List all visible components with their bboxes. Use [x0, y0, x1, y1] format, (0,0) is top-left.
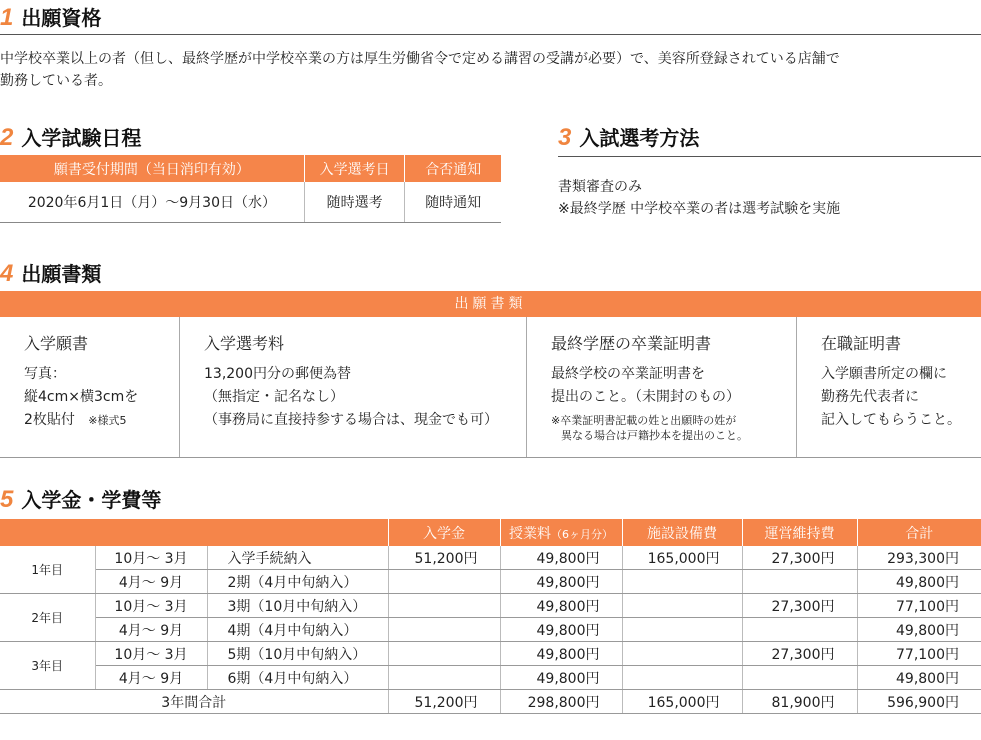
document-line: 勤務先代表者に — [821, 389, 919, 405]
installment-cell: 3期（10月中旬納入） — [207, 594, 388, 618]
facility-fee-cell — [622, 570, 742, 594]
total-cell: 77,100円 — [857, 642, 981, 666]
tuition-header-note: （6ヶ月分） — [551, 527, 613, 541]
document-title: 在職証明書 — [821, 334, 902, 353]
facility-fee-cell — [622, 666, 742, 690]
application-documents-box — [0, 291, 981, 458]
document-line: 提出のこと。（未開封のもの） — [551, 389, 740, 405]
section-title: 出願書類 — [21, 262, 102, 286]
table-cell: 2020年6月1日（月）〜9月30日（水） — [0, 182, 304, 223]
operation-fee-cell — [742, 666, 857, 690]
section-title: 入試選考方法 — [579, 126, 700, 150]
total-cell: 49,800円 — [857, 618, 981, 642]
year-cell: 1年目 — [0, 546, 95, 594]
table-row — [0, 666, 981, 690]
section-number: 2 — [0, 124, 14, 151]
total-cell: 77,100円 — [857, 594, 981, 618]
table-row — [0, 546, 981, 570]
document-line: 13,200円分の郵便為替 — [204, 366, 351, 382]
divider — [558, 156, 981, 157]
document-note: 異なる場合は戸籍抄本を提出のこと。 — [561, 429, 748, 442]
table-row — [0, 642, 981, 666]
facility-fee-cell: 165,000円 — [622, 690, 742, 714]
facility-fee-cell — [622, 618, 742, 642]
document-employment-certificate — [797, 317, 981, 457]
document-title: 入学願書 — [24, 334, 89, 353]
operation-fee-cell — [742, 618, 857, 642]
section-number: 4 — [0, 260, 14, 287]
exam-schedule-table — [0, 155, 501, 223]
table-header — [500, 519, 622, 546]
documents-columns — [0, 317, 981, 458]
table-row — [0, 618, 981, 642]
period-cell: 4月〜 9月 — [95, 618, 207, 642]
table-row — [0, 594, 981, 618]
section-4-heading — [0, 258, 101, 288]
tuition-cell: 49,800円 — [500, 546, 622, 570]
operation-fee-cell: 27,300円 — [742, 594, 857, 618]
document-line — [24, 409, 179, 432]
document-line: （事務局に直接持参する場合は、現金でも可） — [204, 412, 498, 428]
document-title: 入学選考料 — [204, 334, 285, 353]
table-header: 運営維持費 — [742, 519, 857, 546]
document-note: ※卒業証明書記載の姓と出願時の姓が — [551, 414, 737, 427]
installment-cell: 4期（4月中旬納入） — [207, 618, 388, 642]
period-cell: 10月〜 3月 — [95, 594, 207, 618]
year-cell: 3年目 — [0, 642, 95, 690]
table-cell: 随時通知 — [405, 182, 501, 223]
tuition-cell: 49,800円 — [500, 594, 622, 618]
document-line: （無指定・記名なし） — [204, 389, 344, 405]
period-cell: 10月〜 3月 — [95, 642, 207, 666]
grand-total-row — [0, 690, 981, 714]
eligibility-line-2: 勤務している者。 — [0, 73, 112, 89]
tuition-cell: 49,800円 — [500, 570, 622, 594]
document-graduation-certificate — [527, 317, 797, 457]
entrance-fee-cell — [388, 642, 500, 666]
installment-cell: 6期（4月中旬納入） — [207, 666, 388, 690]
section-title: 出願資格 — [21, 6, 102, 30]
document-title: 最終学歴の卒業証明書 — [551, 334, 712, 353]
operation-fee-cell: 27,300円 — [742, 546, 857, 570]
section-3-heading — [558, 122, 699, 152]
facility-fee-cell: 165,000円 — [622, 546, 742, 570]
selection-line-1: 書類審査のみ — [558, 179, 642, 195]
document-line: 縦4cm×横3cmを — [24, 389, 139, 405]
section-number: 3 — [558, 124, 572, 151]
facility-fee-cell — [622, 594, 742, 618]
operation-fee-cell: 81,900円 — [742, 690, 857, 714]
table-row — [0, 182, 501, 223]
eligibility-text — [0, 48, 981, 92]
section-title: 入学試験日程 — [21, 126, 142, 150]
table-header-blank — [0, 519, 388, 546]
facility-fee-cell — [622, 642, 742, 666]
entrance-fee-cell — [388, 570, 500, 594]
installment-cell: 2期（4月中旬納入） — [207, 570, 388, 594]
table-header: 施設設備費 — [622, 519, 742, 546]
form-number-note: ※様式5 — [88, 414, 127, 427]
total-cell: 49,800円 — [857, 666, 981, 690]
installment-cell: 5期（10月中旬納入） — [207, 642, 388, 666]
entrance-fee-cell — [388, 594, 500, 618]
tuition-cell: 49,800円 — [500, 618, 622, 642]
total-cell: 49,800円 — [857, 570, 981, 594]
section-number: 1 — [0, 4, 14, 31]
table-cell: 随時選考 — [304, 182, 405, 223]
eligibility-line-1: 中学校卒業以上の者（但し、最終学歴が中学校卒業の方は厚生労働省令で定める講習の受講が必要）で、美容所登録されている店舗で — [0, 51, 840, 67]
entrance-fee-cell: 51,200円 — [388, 690, 500, 714]
fees-table — [0, 519, 981, 714]
table-row — [0, 570, 981, 594]
operation-fee-cell: 27,300円 — [742, 642, 857, 666]
tuition-cell: 298,800円 — [500, 690, 622, 714]
table-header: 合否通知 — [405, 155, 501, 182]
table-header: 合計 — [857, 519, 981, 546]
section-number: 5 — [0, 486, 14, 513]
total-cell: 596,900円 — [857, 690, 981, 714]
total-cell: 293,300円 — [857, 546, 981, 570]
table-header-row — [0, 519, 981, 546]
divider — [0, 34, 981, 35]
documents-header-bar: 出願書類 — [0, 291, 981, 317]
section-1-heading — [0, 2, 101, 32]
tuition-cell: 49,800円 — [500, 642, 622, 666]
section-5-heading — [0, 484, 161, 514]
selection-method-text — [558, 176, 840, 220]
period-cell: 10月〜 3月 — [95, 546, 207, 570]
table-header-row — [0, 155, 501, 182]
table-header: 入学選考日 — [304, 155, 405, 182]
year-cell: 2年目 — [0, 594, 95, 642]
document-line: 入学願書所定の欄に — [821, 366, 947, 382]
selection-line-2: ※最終学歴 中学校卒業の者は選考試験を実施 — [558, 201, 841, 217]
tuition-header-label: 授業料 — [509, 525, 551, 542]
section-title: 入学金・学費等 — [21, 488, 162, 512]
period-cell: 4月〜 9月 — [95, 570, 207, 594]
table-header: 入学金 — [388, 519, 500, 546]
document-screening-fee — [180, 317, 527, 457]
table-header: 願書受付期間（当日消印有効） — [0, 155, 304, 182]
grand-total-label: 3年間合計 — [0, 690, 388, 714]
document-line-text: 2枚貼付 — [24, 412, 75, 428]
document-line: 最終学校の卒業証明書を — [551, 366, 705, 382]
installment-cell: 入学手続納入 — [207, 546, 388, 570]
tuition-cell: 49,800円 — [500, 666, 622, 690]
entrance-fee-cell — [388, 618, 500, 642]
document-application-form — [0, 317, 180, 457]
document-line: 記入してもらうこと。 — [821, 412, 961, 428]
entrance-fee-cell: 51,200円 — [388, 546, 500, 570]
period-cell: 4月〜 9月 — [95, 666, 207, 690]
entrance-fee-cell — [388, 666, 500, 690]
section-2-heading — [0, 122, 141, 152]
document-line: 写真： — [24, 366, 66, 382]
operation-fee-cell — [742, 570, 857, 594]
